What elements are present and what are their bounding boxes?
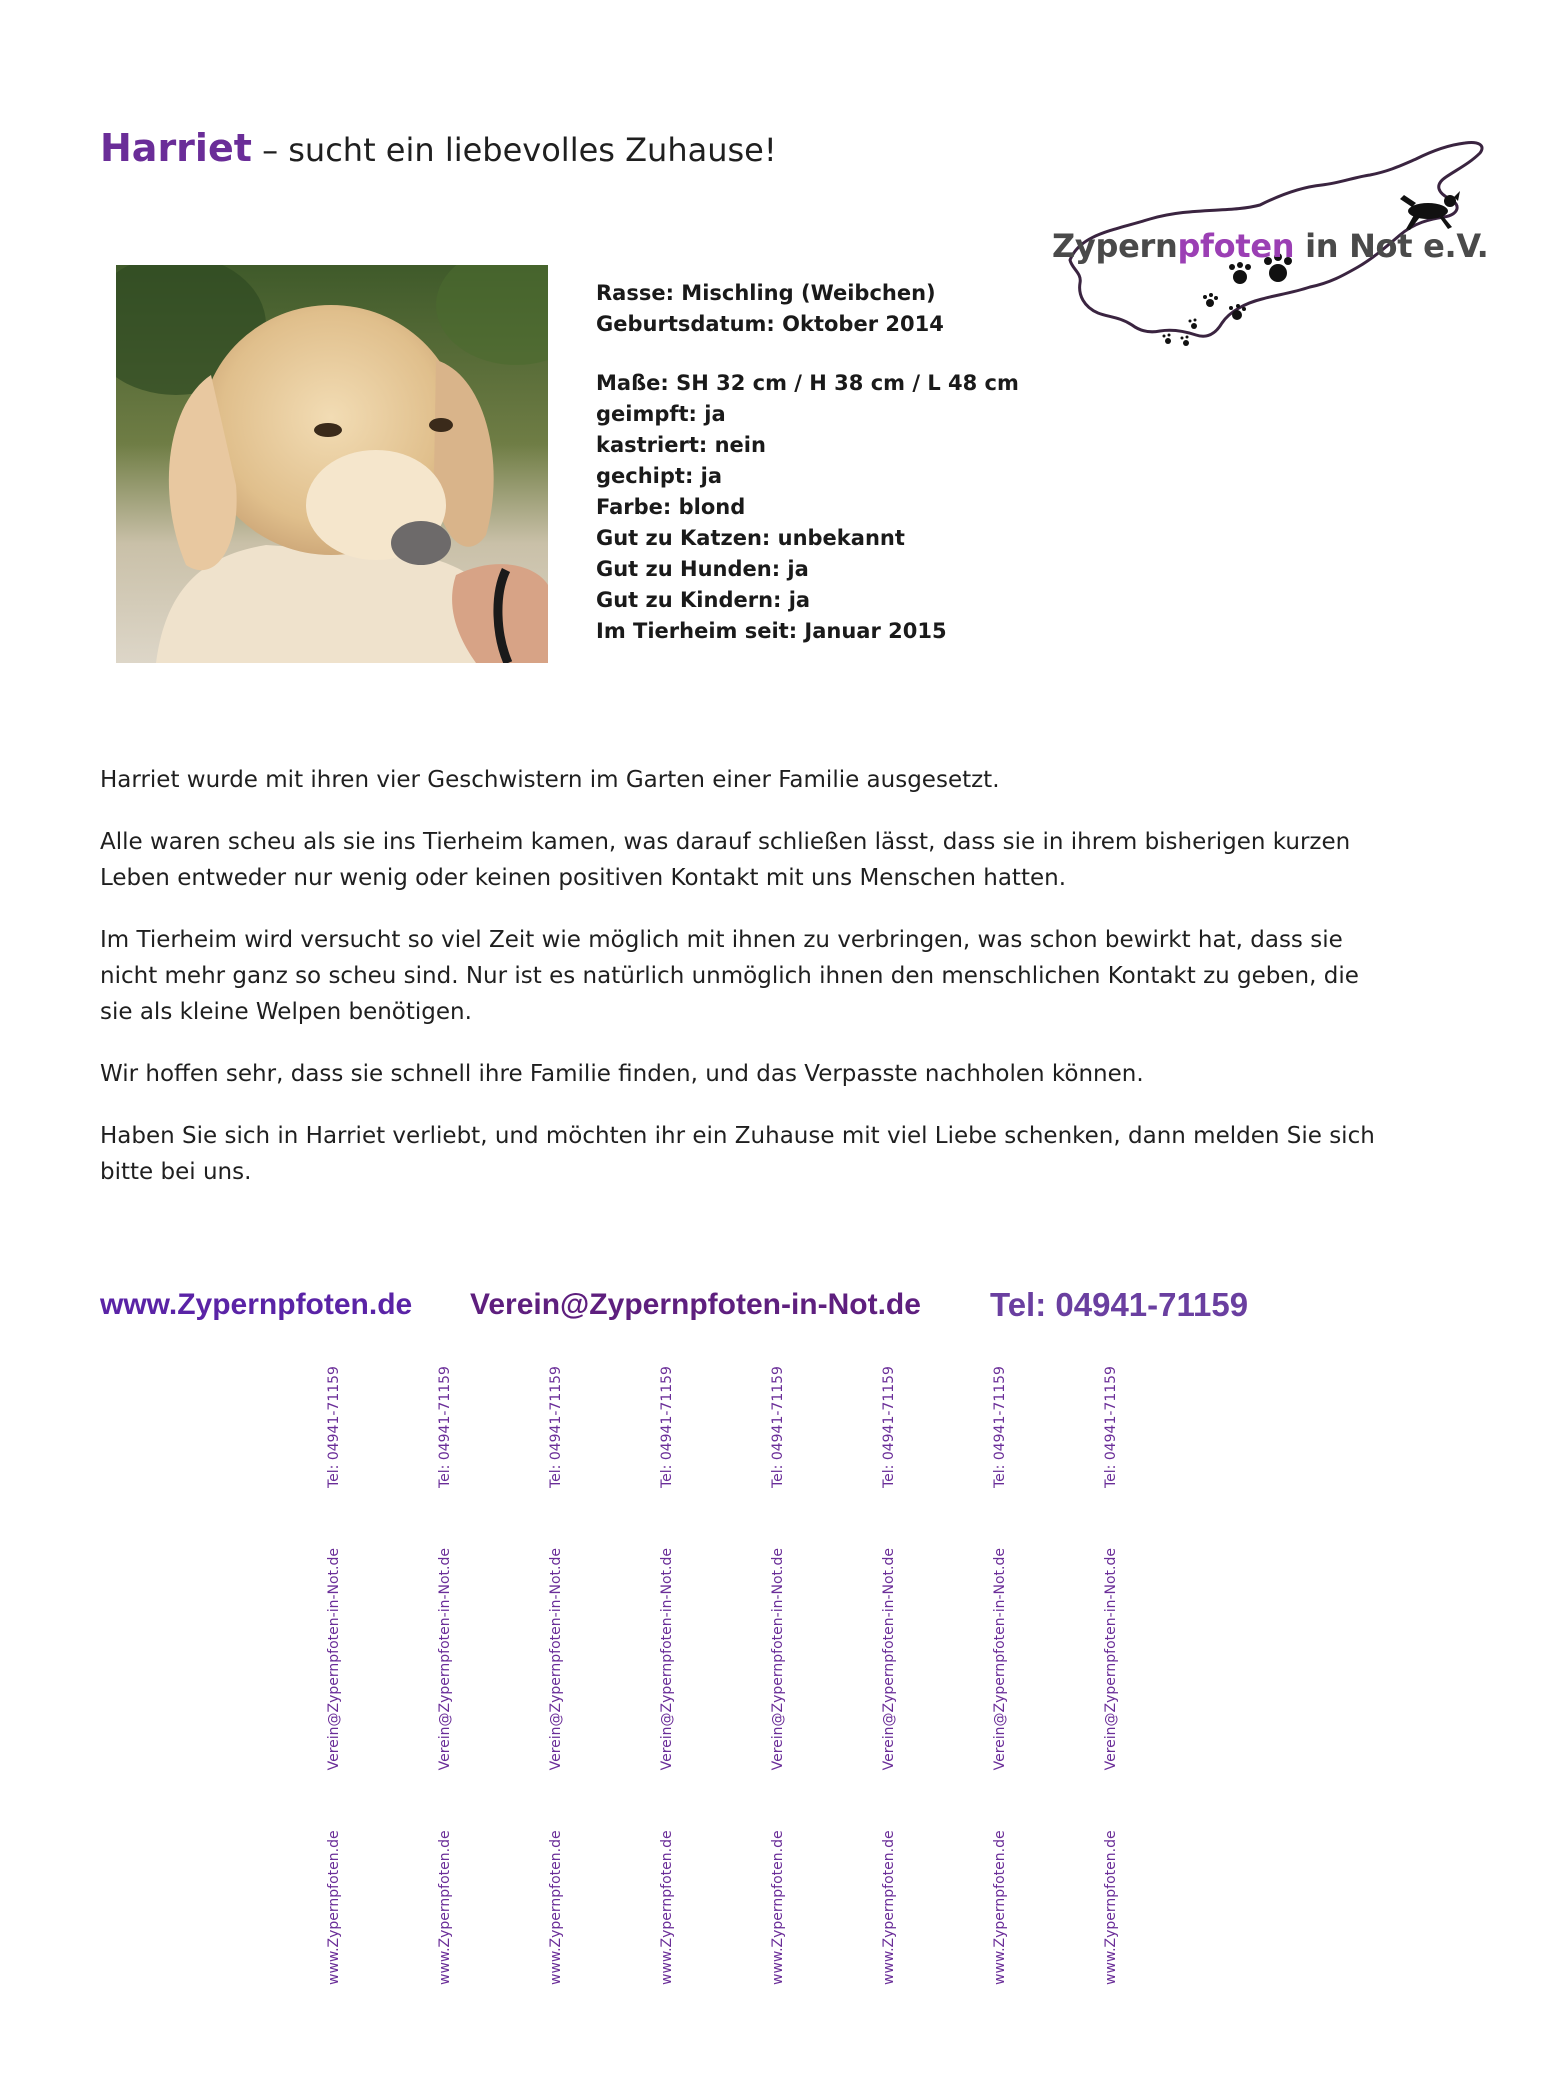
fact-neutered: kastriert: nein bbox=[596, 433, 766, 457]
logo-wordmark: Zypernpfoten in Not e.V. bbox=[1052, 227, 1489, 265]
fact-measurements: Maße: SH 32 cm / H 38 cm / L 48 cm bbox=[596, 371, 1019, 395]
fact-chipped: gechipt: ja bbox=[596, 464, 723, 488]
phone-number: Tel: 04941-71159 bbox=[990, 1286, 1249, 1323]
contact-line bbox=[100, 1288, 1400, 1338]
dog-name: Harriet bbox=[100, 126, 252, 170]
dog-photo bbox=[116, 265, 548, 663]
organization-logo bbox=[1040, 135, 1490, 405]
tear-off-strip: www.Zypernpfoten.deVerein@Zypernpfoten-in-Not.deTel: 04941-71159 bbox=[1103, 1366, 1119, 1985]
tear-off-strips bbox=[320, 1366, 1160, 1995]
email-link[interactable]: Verein@Zypernpfoten-in-Not.de bbox=[470, 1288, 921, 1321]
website-link[interactable]: www.Zypernpfoten.de bbox=[100, 1288, 413, 1321]
story-paragraph: Wir hoffen sehr, dass sie schnell ihre Familie finden, und das Verpasste nachholen können. bbox=[100, 1061, 1144, 1087]
fact-dogs: Gut zu Hunden: ja bbox=[596, 557, 809, 581]
story-paragraph: Alle waren scheu als sie ins Tierheim kamen, was darauf schließen lässt, dass sie in ihrem bisherigen kurzen Leben entweder nur wenig oder keinen positiven Kontakt mit uns Menschen hatten. bbox=[100, 829, 1351, 891]
tear-off-strip: www.Zypernpfoten.deVerein@Zypernpfoten-in-Not.deTel: 04941-71159 bbox=[770, 1366, 786, 1985]
fact-birthdate: Geburtsdatum: Oktober 2014 bbox=[596, 312, 944, 336]
fact-color: Farbe: blond bbox=[596, 495, 746, 519]
fact-spacer bbox=[596, 340, 1019, 368]
page-title bbox=[100, 126, 777, 170]
tear-off-strip: www.Zypernpfoten.deVerein@Zypernpfoten-in-Not.deTel: 04941-71159 bbox=[548, 1366, 564, 1985]
fact-children: Gut zu Kindern: ja bbox=[596, 588, 811, 612]
cyprus-outline-icon bbox=[1040, 135, 1490, 405]
tear-off-strip: www.Zypernpfoten.deVerein@Zypernpfoten-in-Not.deTel: 04941-71159 bbox=[992, 1366, 1008, 1985]
dog-facts bbox=[596, 278, 1019, 647]
fact-shelter-since: Im Tierheim seit: Januar 2015 bbox=[596, 619, 947, 643]
story-paragraph: Haben Sie sich in Harriet verliebt, und möchten ihr ein Zuhause mit viel Liebe schenken, dann melden Sie sich bitte bei uns. bbox=[100, 1123, 1375, 1185]
tear-off-strip: www.Zypernpfoten.deVerein@Zypernpfoten-in-Not.deTel: 04941-71159 bbox=[881, 1366, 897, 1985]
tear-off-strip: www.Zypernpfoten.deVerein@Zypernpfoten-in-Not.deTel: 04941-71159 bbox=[437, 1366, 453, 1985]
story-paragraph: Im Tierheim wird versucht so viel Zeit wie möglich mit ihnen zu verbringen, was schon bewirkt hat, dass sie nicht mehr ganz so scheu sind. Nur ist es natürlich unmöglich ihnen den menschlichen Kontakt zu geben, die sie als kleine Welpen benötigen. bbox=[100, 927, 1359, 1025]
tear-off-strip: www.Zypernpfoten.deVerein@Zypernpfoten-in-Not.deTel: 04941-71159 bbox=[659, 1366, 675, 1985]
fact-cats: Gut zu Katzen: unbekannt bbox=[596, 526, 905, 550]
page-tagline: – sucht ein liebevolles Zuhause! bbox=[251, 131, 777, 169]
dog-silhouette-icon bbox=[1400, 191, 1460, 230]
fact-breed: Rasse: Mischling (Weibchen) bbox=[596, 281, 936, 305]
fact-vaccinated: geimpft: ja bbox=[596, 402, 726, 426]
story-paragraph: Harriet wurde mit ihren vier Geschwistern im Garten einer Familie ausgesetzt. bbox=[100, 767, 1000, 793]
story bbox=[100, 762, 1390, 1216]
tear-off-strip: www.Zypernpfoten.deVerein@Zypernpfoten-in-Not.deTel: 04941-71159 bbox=[326, 1366, 342, 1985]
